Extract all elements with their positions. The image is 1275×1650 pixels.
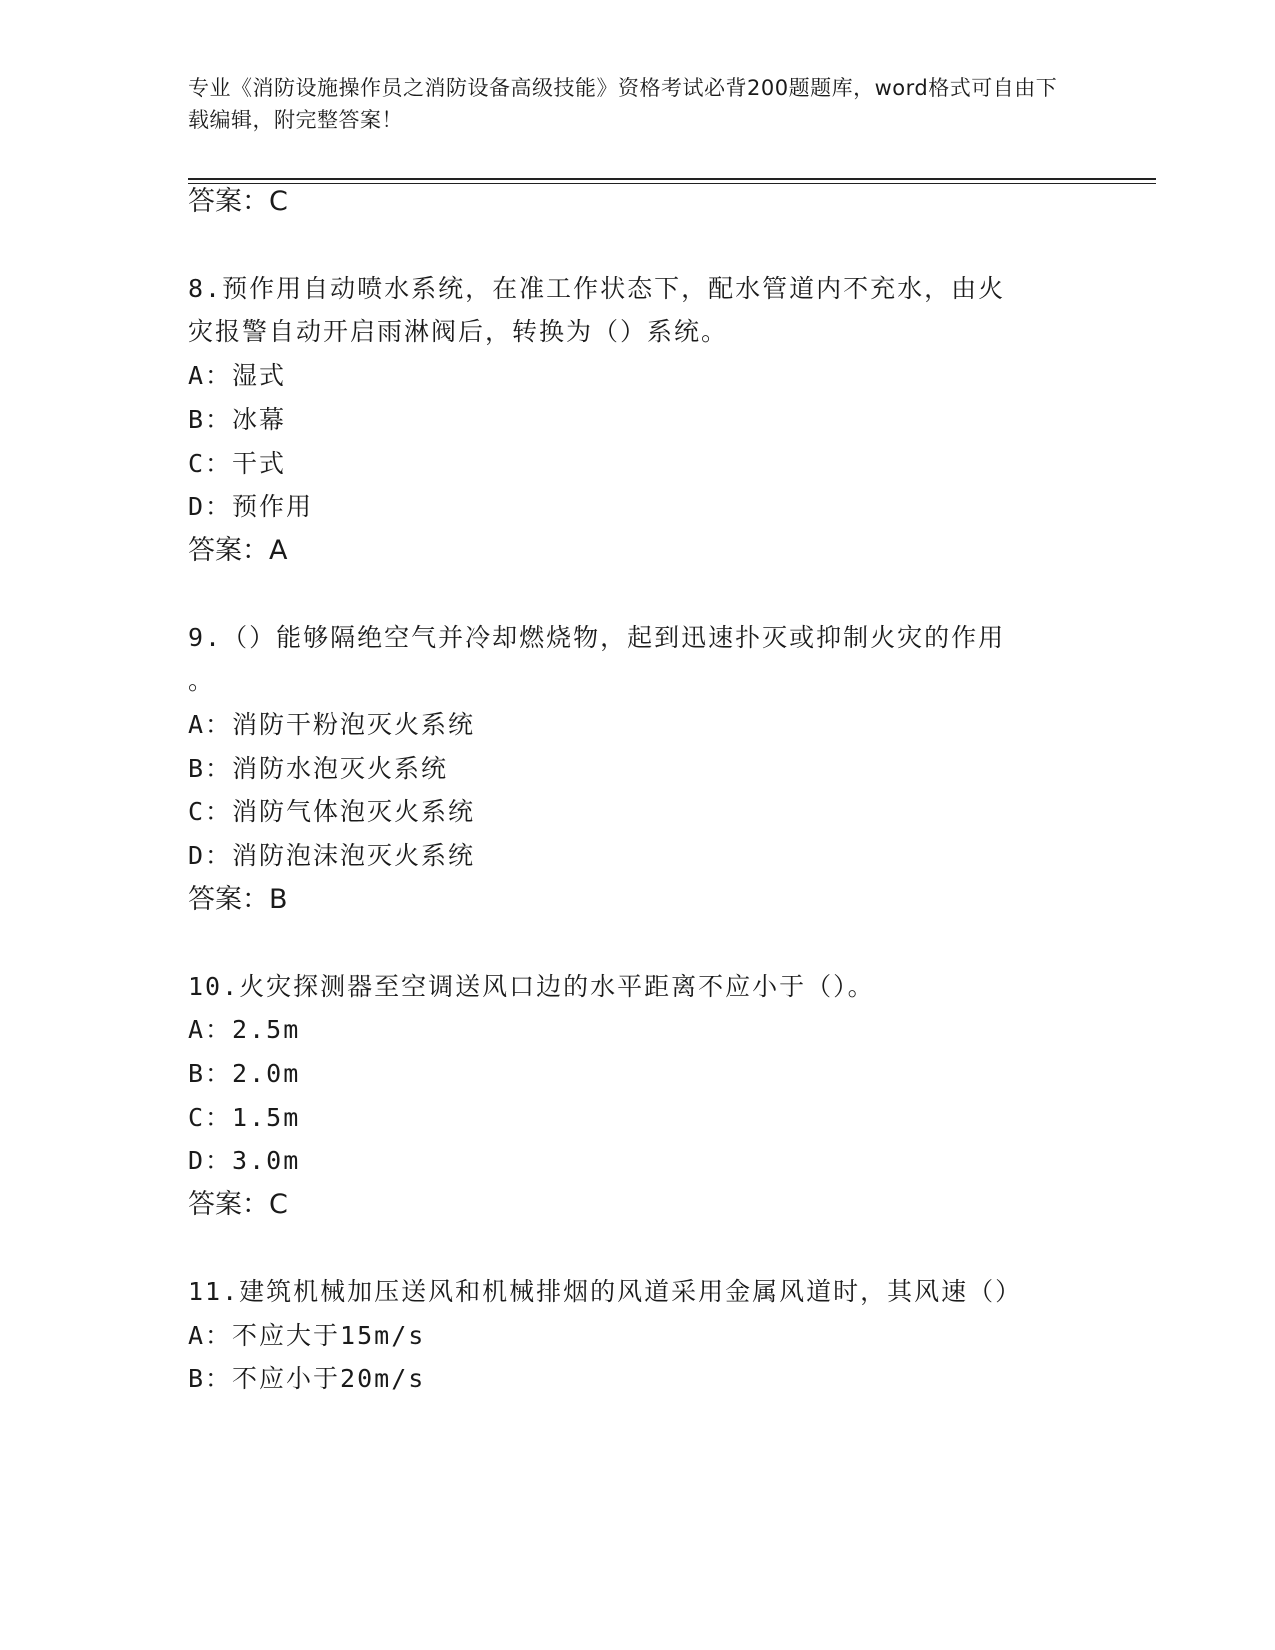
question-10-stem-line-1: 10.火灾探测器至空调送风口边的水平距离不应小于（）。 — [188, 972, 875, 1001]
document-header: 专业《消防设施操作员之消防设备高级技能》资格考试必背200题题库，word格式可自由下载编辑，附完整答案！ — [188, 76, 1058, 132]
question-11-option-a: A：不应大于15m/s — [188, 1321, 426, 1350]
question-9-option-b: B：消防水泡灭火系统 — [188, 754, 449, 783]
question-8-stem-line-1: 8.预作用自动喷水系统，在准工作状态下，配水管道内不充水，由火 — [188, 274, 1006, 303]
question-10-option-b: B：2.0m — [188, 1059, 301, 1088]
question-8-option-c: C：干式 — [188, 449, 287, 478]
question-10-answer: 答案：C — [188, 1189, 288, 1220]
question-9-option-d: D：消防泡沫泡灭火系统 — [188, 841, 476, 870]
question-8-option-a: A：湿式 — [188, 361, 287, 390]
question-10-option-d: D：3.0m — [188, 1146, 301, 1175]
question-8-answer: 答案：A — [188, 535, 288, 566]
question-8-stem-line-2: 灾报警自动开启雨淋阀后，转换为（）系统。 — [188, 317, 729, 346]
question-8-option-b: B：冰幕 — [188, 405, 287, 434]
question-9-stem-line-1: 9.（）能够隔绝空气并冷却燃烧物，起到迅速扑灭或抑制火灾的作用 — [188, 623, 1006, 652]
question-9-option-c: C：消防气体泡灭火系统 — [188, 797, 476, 826]
question-9-option-a: A：消防干粉泡灭火系统 — [188, 710, 476, 739]
question-10-option-c: C：1.5m — [188, 1103, 301, 1132]
question-11-stem-line-1: 11.建筑机械加压送风和机械排烟的风道采用金属风道时，其风速（） — [188, 1277, 1023, 1306]
question-9-answer: 答案：B — [188, 884, 288, 915]
header-rule-thick — [188, 178, 1156, 180]
question-9-stem-line-2: 。 — [188, 666, 216, 695]
question-11-option-b: B：不应小于20m/s — [188, 1364, 426, 1393]
header-rule-thin — [188, 183, 1156, 184]
answer-line: 答案：C — [188, 186, 288, 217]
question-8-option-d: D：预作用 — [188, 492, 314, 521]
question-10-option-a: A：2.5m — [188, 1015, 301, 1044]
